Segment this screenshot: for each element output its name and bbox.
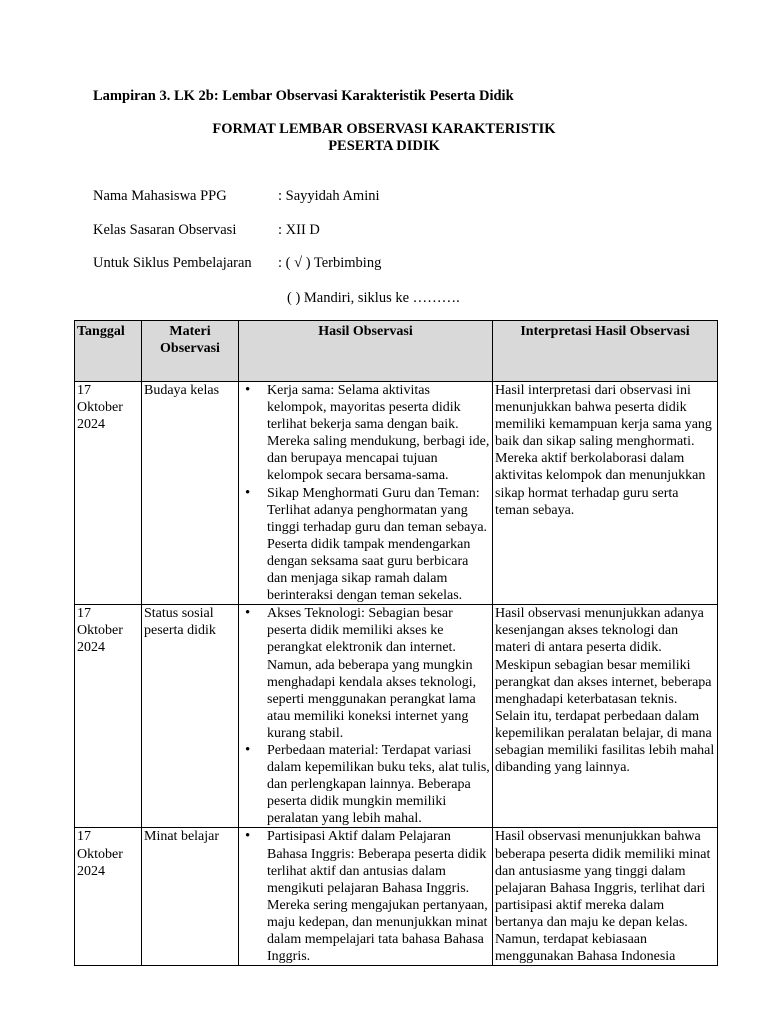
hasil-item: • Partisipasi Aktif dalam Pelajaran Bahasa Inggris: Beberapa peserta didik terlihat aktif dan antusias dalam mengikuti pelajaran Bahasa Inggris. Mereka sering mengajukan pertanyaan, maju kedepan, dan menunjukkan minat dalam mempelajari tata bahasa Bahasa Inggris. xyxy=(241,828,490,965)
cell-hasil xyxy=(239,828,493,966)
hasil-item: • Sikap Menghormati Guru dan Teman: Terlihat adanya penghormatan yang tinggi terhadap guru dan teman sebaya. Peserta didik tampak mendengarkan dengan seksama saat guru berbicara dan menjaga sikap ramah dalam berinteraksi dengan teman sekelas. xyxy=(241,485,490,605)
header-tanggal: Tanggal xyxy=(75,321,142,382)
table-row xyxy=(75,605,718,828)
cell-materi: Budaya kelas xyxy=(142,382,239,605)
observation-table xyxy=(74,320,718,966)
table-header-row xyxy=(75,321,718,382)
hasil-item: • Perbedaan material: Terdapat variasi dalam kepemilikan buku teks, alat tulis, dan perlengkapan lainnya. Beberapa peserta didik mungkin memiliki peralatan yang lebih mahal. xyxy=(241,742,490,827)
hasil-item: • Akses Teknologi: Sebagian besar peserta didik memiliki akses ke perangkat elektronik dan internet. Namun, ada beberapa yang mungkin menghadapi kendala akses teknologi, seperti menggunakan perangkat lama atau memiliki koneksi internet yang kurang stabil. xyxy=(241,605,490,742)
cell-materi: Minat belajar xyxy=(142,828,239,966)
hasil-list xyxy=(241,382,490,604)
table-row xyxy=(75,828,718,966)
header-interpretasi: Interpretasi Hasil Observasi xyxy=(493,321,718,382)
header-materi: Materi Observasi xyxy=(142,321,239,382)
cell-tanggal: 17 Oktober 2024 xyxy=(75,605,142,828)
cell-interpretasi: Hasil interpretasi dari observasi ini menunjukkan bahwa peserta didik memiliki kemampuan kerja sama yang baik dan sikap saling menghormati. Mereka aktif berkolaborasi dalam aktivitas kelompok dan menunjukkan sikap hormat terhadap guru serta teman sebaya. xyxy=(493,382,718,605)
cell-materi: Status sosial peserta didik xyxy=(142,605,239,828)
cell-tanggal: 17 Oktober 2024 xyxy=(75,382,142,605)
cell-interpretasi: Hasil observasi menunjukkan adanya kesenjangan akses teknologi dan materi di antara peserta didik. Meskipun sebagian besar memiliki perangkat dan akses internet, beberapa menghadapi keterbatasan teknis. Selain itu, terdapat perbedaan dalam kepemilikan peralatan belajar, di mana sebagian memiliki fasilitas lebih mahal dibanding yang lainnya. xyxy=(493,605,718,828)
nama-label: Nama Mahasiswa PPG xyxy=(93,188,227,204)
siklus-value: : ( √ ) Terbimbing xyxy=(278,255,382,271)
nama-value: : Sayyidah Amini xyxy=(278,188,380,204)
hasil-list xyxy=(241,605,490,827)
siklus-label: Untuk Siklus Pembelajaran xyxy=(93,255,252,271)
info-nama xyxy=(93,188,380,205)
cell-hasil xyxy=(239,605,493,828)
table-row xyxy=(75,382,718,605)
form-title xyxy=(0,121,768,155)
cell-interpretasi: Hasil observasi menunjukkan bahwa beberapa peserta didik memiliki minat dan antusiasme yang tinggi dalam pelajaran Bahasa Inggris, terlihat dari partisipasi aktif mereka dalam bertanya dan maju ke depan kelas. Namun, terdapat kebiasaan menggunakan Bahasa Indonesia xyxy=(493,828,718,966)
kelas-value: : XII D xyxy=(278,222,320,238)
hasil-list xyxy=(241,828,490,965)
lampiran-heading: Lampiran 3. LK 2b: Lembar Observasi Karakteristik Peserta Didik xyxy=(93,88,514,104)
form-title-line2: PESERTA DIDIK xyxy=(328,138,440,154)
cell-hasil xyxy=(239,382,493,605)
siklus-mandiri: ( ) Mandiri, siklus ke ………. xyxy=(287,290,460,306)
hasil-item: • Kerja sama: Selama aktivitas kelompok, mayoritas peserta didik terlihat bekerja sama dengan baik. Mereka saling mendukung, berbagi ide, dan berupaya mencapai tujuan kelompok secara bersama-sama. xyxy=(241,382,490,485)
cell-tanggal: 17 Oktober 2024 xyxy=(75,828,142,966)
info-kelas xyxy=(93,222,320,239)
kelas-label: Kelas Sasaran Observasi xyxy=(93,222,237,238)
header-hasil: Hasil Observasi xyxy=(239,321,493,382)
form-title-line1: FORMAT LEMBAR OBSERVASI KARAKTERISTIK xyxy=(212,121,556,137)
info-siklus xyxy=(93,255,381,272)
